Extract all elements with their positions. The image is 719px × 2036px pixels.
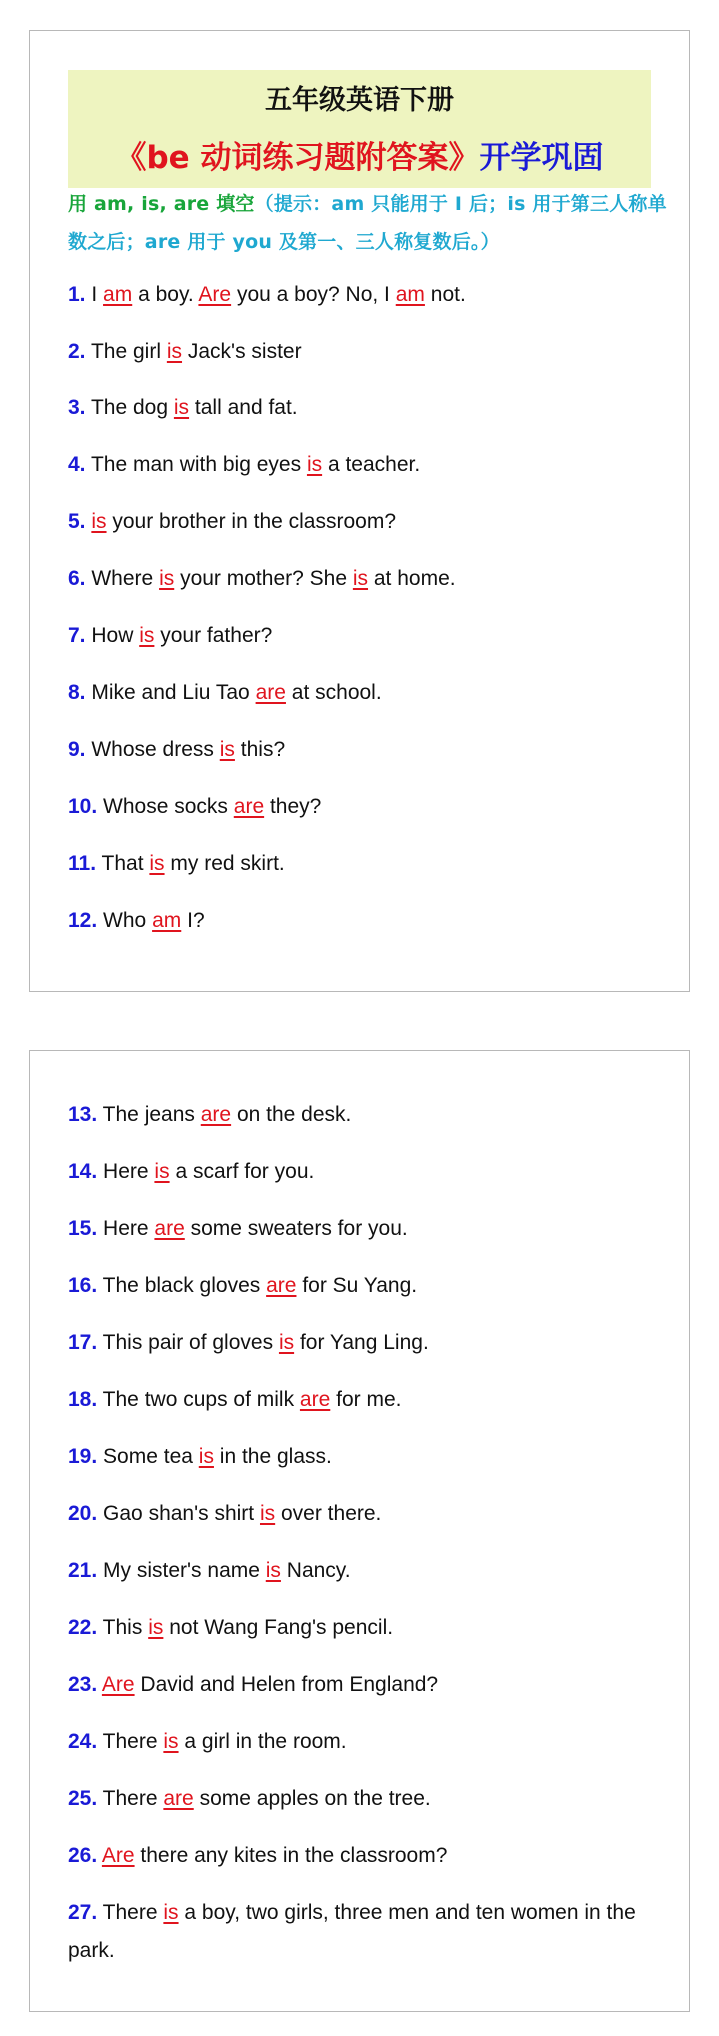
question-text: Whose socks [103, 795, 228, 818]
question-text: The girl [90, 340, 162, 363]
answer-word: is [154, 1160, 170, 1183]
question-text: a girl in the room. [184, 1730, 347, 1753]
question-text: My sister's name [103, 1559, 260, 1582]
question-number: 20. [68, 1502, 98, 1525]
question-text: for me. [336, 1388, 402, 1411]
question-number: 14. [68, 1160, 98, 1183]
answer-word: am [152, 909, 182, 932]
question-text: this? [240, 738, 286, 761]
answer-word: are [299, 1388, 331, 1411]
answer-word: are [266, 1274, 297, 1297]
question-text: Gao shan's shirt [103, 1502, 255, 1525]
question-text: Whose dress [91, 738, 214, 761]
question-text: There [102, 1787, 158, 1810]
question-item [68, 1324, 668, 1362]
question-text: there any kites in the classroom? [140, 1844, 448, 1867]
question-text: they? [269, 795, 322, 818]
question-text: for Yang Ling. [299, 1331, 429, 1354]
question-item [68, 1153, 668, 1191]
question-text: you a boy? No, I [236, 283, 390, 306]
question-number: 8. [68, 681, 86, 704]
title-banner [68, 70, 651, 188]
question-item [68, 1210, 668, 1248]
question-item [68, 617, 668, 655]
question-item [68, 333, 668, 371]
question-text: a boy, two girls, three men and ten women in the park. [68, 1901, 636, 1962]
instructions-task: 用 am, is, are 填空 [68, 193, 255, 215]
question-item [68, 276, 668, 314]
question-number: 9. [68, 738, 86, 761]
answer-word: is [265, 1559, 281, 1582]
question-text: not. [430, 283, 466, 306]
answer-word: is [173, 396, 190, 419]
answer-word: am [103, 283, 133, 306]
question-text: Where [91, 567, 154, 590]
question-item [68, 446, 668, 484]
question-text: Here [103, 1217, 149, 1240]
question-item [68, 1894, 668, 1970]
question-text: a teacher. [327, 453, 421, 476]
question-number: 10. [68, 795, 98, 818]
question-item [68, 1267, 668, 1305]
question-text: on the desk. [236, 1103, 352, 1126]
question-item [68, 560, 668, 598]
question-text: Mike and Liu Tao [91, 681, 250, 704]
question-number: 22. [68, 1616, 98, 1639]
question-text: This [102, 1616, 143, 1639]
answer-word: is [219, 738, 235, 761]
question-text: not Wang Fang's pencil. [169, 1616, 394, 1639]
question-number: 5. [68, 510, 86, 533]
question-number: 3. [68, 396, 86, 419]
question-text: The man with big eyes [90, 453, 302, 476]
answer-word: is [198, 1445, 214, 1468]
answer-word: is [91, 510, 107, 533]
question-item [68, 503, 668, 541]
question-text: Nancy. [286, 1559, 351, 1582]
question-item [68, 1609, 668, 1647]
question-item [68, 674, 668, 712]
question-text: in the glass. [219, 1445, 332, 1468]
answer-word: is [278, 1331, 295, 1354]
question-number: 11. [68, 852, 97, 875]
question-text: The dog [90, 396, 169, 419]
question-number: 15. [68, 1217, 98, 1240]
question-text: Jack's sister [187, 340, 302, 363]
question-item [68, 1096, 668, 1134]
answer-word: are [233, 795, 265, 818]
question-text: This pair of gloves [102, 1331, 274, 1354]
answer-word: are [255, 681, 286, 704]
question-item [68, 1780, 668, 1818]
question-text: some apples on the tree. [199, 1787, 431, 1810]
question-text: for Su Yang. [302, 1274, 418, 1297]
question-number: 25. [68, 1787, 98, 1810]
answer-word: is [163, 1901, 179, 1924]
question-text: your mother? She [180, 567, 348, 590]
question-item [68, 1723, 668, 1761]
question-item [68, 1552, 668, 1590]
question-number: 17. [68, 1331, 98, 1354]
instructions-hint: （提示：am 只能用于 I 后；is 用于第三人称单数之后；are 用于 you 及第一、三人称复数后。） [68, 193, 667, 253]
question-number: 18. [68, 1388, 98, 1411]
answer-word: are [154, 1217, 185, 1240]
question-text: The two cups of milk [102, 1388, 295, 1411]
answer-word: is [306, 453, 323, 476]
question-item [68, 902, 668, 940]
question-text: I? [187, 909, 205, 932]
question-number: 16. [68, 1274, 98, 1297]
question-text: The jeans [102, 1103, 195, 1126]
answer-word: am [395, 283, 425, 306]
question-number: 24. [68, 1730, 98, 1753]
subtitle-red: 《be 动词练习题附答案》 [115, 140, 480, 176]
question-number: 19. [68, 1445, 98, 1468]
question-number: 7. [68, 624, 86, 647]
answer-word: is [259, 1502, 276, 1525]
question-text: my red skirt. [170, 852, 285, 875]
question-text: How [91, 624, 134, 647]
question-text: David and Helen from England? [140, 1673, 439, 1696]
answer-word: Are [101, 1844, 135, 1867]
question-text: at home. [373, 567, 456, 590]
question-text: a scarf for you. [175, 1160, 315, 1183]
question-item [68, 1495, 668, 1533]
question-number: 2. [68, 340, 86, 363]
question-text: tall and fat. [194, 396, 298, 419]
question-text: at school. [291, 681, 382, 704]
question-number: 1. [68, 283, 86, 306]
page-title: 五年级英语下册 [265, 85, 454, 116]
question-number: 4. [68, 453, 86, 476]
question-item [68, 1666, 668, 1704]
page-subtitle [68, 132, 651, 177]
question-number: 21. [68, 1559, 98, 1582]
question-number: 12. [68, 909, 98, 932]
question-text: There [102, 1730, 158, 1753]
question-text: Who [103, 909, 147, 932]
question-text: Some tea [103, 1445, 193, 1468]
question-text: There [102, 1901, 158, 1924]
answer-word: is [139, 624, 155, 647]
instructions [68, 185, 668, 261]
question-item [68, 845, 668, 883]
question-text: The black gloves [102, 1274, 261, 1297]
answer-word: is [148, 1616, 164, 1639]
subtitle-blue: 开学巩固 [479, 140, 604, 176]
answer-word: are [163, 1787, 194, 1810]
question-item [68, 389, 668, 427]
answer-word: is [163, 1730, 179, 1753]
question-number: 13. [68, 1103, 98, 1126]
answer-word: are [200, 1103, 232, 1126]
question-text: a boy. [138, 283, 194, 306]
answer-word: Are [101, 1673, 135, 1696]
question-text: your father? [160, 624, 273, 647]
answer-word: is [352, 567, 369, 590]
question-text: over there. [281, 1502, 382, 1525]
question-number: 27. [68, 1901, 98, 1924]
question-number: 26. [68, 1844, 98, 1867]
question-item [68, 731, 668, 769]
question-item [68, 1381, 668, 1419]
question-text: some sweaters for you. [190, 1217, 408, 1240]
question-item [68, 1438, 668, 1476]
question-text: That [101, 852, 144, 875]
answer-word: is [166, 340, 183, 363]
answer-word: Are [198, 283, 232, 306]
question-item [68, 1837, 668, 1875]
question-text: your brother in the classroom? [112, 510, 397, 533]
answer-word: is [159, 567, 175, 590]
answer-word: is [149, 852, 165, 875]
question-text: I [91, 283, 98, 306]
question-number: 23. [68, 1673, 98, 1696]
question-item [68, 788, 668, 826]
question-text: Here [103, 1160, 149, 1183]
question-number: 6. [68, 567, 86, 590]
